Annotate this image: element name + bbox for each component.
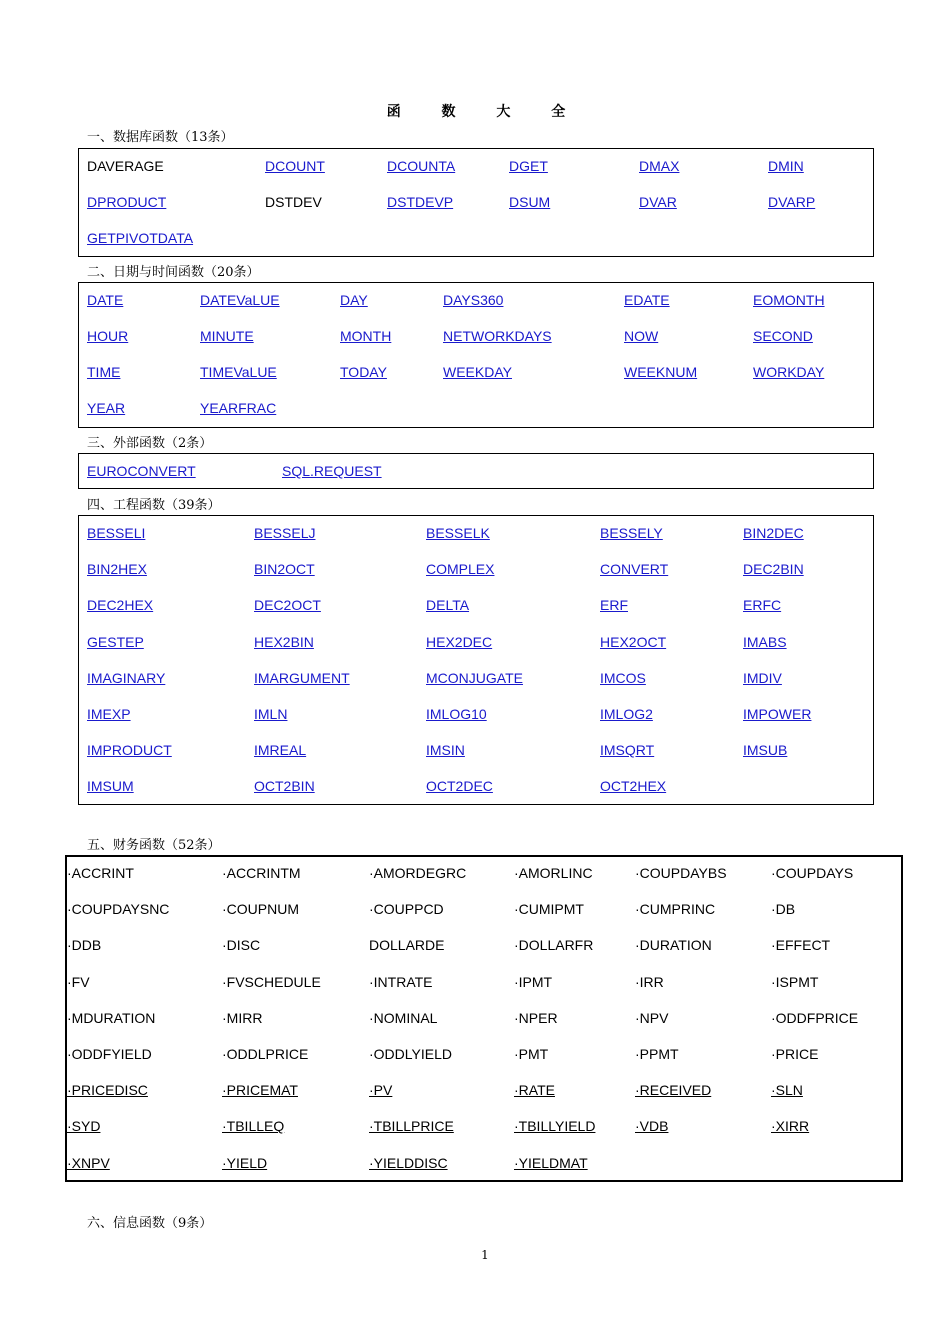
- function-item[interactable]: CONVERT: [600, 561, 669, 578]
- section-box-engineering: [78, 515, 874, 805]
- function-item[interactable]: DPRODUCT: [87, 194, 167, 210]
- function-item[interactable]: HEX2DEC: [426, 633, 493, 650]
- function-item: DSTDEV: [265, 194, 322, 210]
- function-item: ·ISPMT: [771, 973, 819, 990]
- function-item[interactable]: WEEKDAY: [443, 364, 512, 380]
- section-heading-info: 六、信息函数（9条）: [87, 1216, 213, 1231]
- section-box-database: [78, 148, 874, 257]
- function-item: ·PRICE: [771, 1046, 819, 1062]
- function-item[interactable]: DEC2BIN: [743, 561, 804, 578]
- function-item[interactable]: EDATE: [624, 292, 670, 308]
- function-item[interactable]: WEEKNUM: [624, 364, 698, 380]
- function-item[interactable]: IMSUB: [743, 742, 788, 759]
- function-item[interactable]: IMSQRT: [600, 742, 655, 759]
- section-box-external: [78, 453, 874, 489]
- function-item: ·RATE: [514, 1082, 555, 1099]
- function-item[interactable]: COMPLEX: [426, 561, 495, 578]
- function-item[interactable]: HEX2OCT: [600, 633, 667, 650]
- function-item[interactable]: DEC2HEX: [87, 597, 154, 614]
- function-item: ·DOLLARFR: [514, 937, 594, 954]
- function-item: ·YIELDMAT: [514, 1154, 588, 1171]
- function-item[interactable]: IMSIN: [426, 742, 465, 759]
- function-item: ·ODDFPRICE: [771, 1009, 859, 1026]
- function-item[interactable]: IMSUM: [87, 778, 134, 795]
- function-item: ·ACCRINTM: [222, 865, 301, 881]
- function-item: ·COUPDAYSNC: [67, 901, 170, 918]
- function-item: DOLLARDE: [369, 937, 445, 954]
- function-item[interactable]: EOMONTH: [753, 292, 825, 308]
- function-item[interactable]: BESSELK: [426, 525, 490, 541]
- function-item[interactable]: TODAY: [340, 364, 387, 380]
- function-item[interactable]: YEARFRAC: [200, 400, 277, 416]
- section-heading-datetime: 二、日期与时间函数（20条）: [87, 265, 260, 280]
- function-item[interactable]: ERFC: [743, 597, 782, 614]
- function-item: ·INTRATE: [369, 973, 433, 990]
- function-item[interactable]: SQL.REQUEST: [282, 463, 382, 479]
- function-item[interactable]: IMLN: [254, 706, 288, 722]
- function-item[interactable]: IMLOG2: [600, 706, 653, 722]
- function-item: ·SYD: [67, 1118, 101, 1135]
- function-item[interactable]: BIN2OCT: [254, 561, 315, 578]
- function-item[interactable]: HOUR: [87, 328, 129, 344]
- function-item[interactable]: TIMEVaLUE: [200, 364, 277, 380]
- function-item[interactable]: DVAR: [639, 194, 677, 210]
- function-item: ·ODDFYIELD: [67, 1046, 152, 1062]
- function-item[interactable]: IMPRODUCT: [87, 742, 172, 759]
- function-item[interactable]: MONTH: [340, 328, 392, 344]
- function-item[interactable]: IMDIV: [743, 669, 782, 686]
- function-item: ·AMORLINC: [514, 865, 593, 881]
- function-item[interactable]: DCOUNTA: [387, 158, 456, 174]
- function-item: ·CUMPRINC: [635, 901, 716, 918]
- function-item: ·AMORDEGRC: [369, 865, 467, 881]
- function-item[interactable]: MCONJUGATE: [426, 669, 523, 686]
- function-item[interactable]: DMIN: [768, 158, 804, 174]
- function-item: ·DB: [771, 901, 796, 918]
- function-item: ·DURATION: [635, 937, 712, 954]
- function-item[interactable]: DGET: [509, 158, 548, 174]
- function-item[interactable]: DEC2OCT: [254, 597, 321, 614]
- function-item[interactable]: BESSELJ: [254, 525, 316, 541]
- function-item: ·TBILLYIELD: [514, 1118, 596, 1135]
- function-item: ·PPMT: [635, 1046, 679, 1062]
- page-number: 1: [481, 1248, 489, 1262]
- function-item[interactable]: YEAR: [87, 400, 126, 416]
- function-item: ·TBILLEQ: [222, 1118, 285, 1135]
- function-item: ·PV: [369, 1082, 393, 1099]
- function-item[interactable]: IMAGINARY: [87, 669, 166, 686]
- function-item: ·MDURATION: [67, 1009, 156, 1026]
- function-item: ·PRICEDISC: [67, 1082, 148, 1099]
- function-item[interactable]: MINUTE: [200, 328, 254, 344]
- function-item: ·PRICEMAT: [222, 1082, 298, 1099]
- function-item: ·ACCRINT: [67, 865, 134, 881]
- function-item[interactable]: NOW: [624, 328, 659, 344]
- function-item: ·EFFECT: [771, 937, 831, 954]
- function-item: ·IPMT: [514, 973, 553, 990]
- function-item: ·COUPPCD: [369, 901, 444, 918]
- function-item[interactable]: NETWORKDAYS: [443, 328, 552, 344]
- function-item: ·COUPNUM: [222, 901, 299, 918]
- function-item[interactable]: IMPOWER: [743, 706, 812, 722]
- function-item: ·FVSCHEDULE: [222, 973, 321, 990]
- function-item[interactable]: BESSELY: [600, 525, 663, 541]
- function-item[interactable]: DATE: [87, 292, 124, 308]
- function-item: ·DDB: [67, 937, 102, 954]
- function-item[interactable]: ERF: [600, 597, 628, 614]
- function-item[interactable]: DCOUNT: [265, 158, 325, 174]
- function-item: ·TBILLPRICE: [369, 1118, 454, 1135]
- page-title: 函 数 大 全: [386, 104, 584, 120]
- function-item: ·PMT: [514, 1046, 549, 1062]
- function-item[interactable]: DELTA: [426, 597, 470, 614]
- function-item[interactable]: BIN2HEX: [87, 561, 147, 578]
- function-item: ·DISC: [222, 937, 261, 954]
- function-item: ·MIRR: [222, 1009, 263, 1026]
- function-item[interactable]: BESSELI: [87, 525, 146, 541]
- function-item: ·ODDLPRICE: [222, 1046, 309, 1062]
- function-item[interactable]: GETPIVOTDATA: [87, 230, 194, 246]
- function-item[interactable]: OCT2HEX: [600, 778, 667, 795]
- function-item: ·ODDLYIELD: [369, 1046, 452, 1062]
- function-item[interactable]: DSTDEVP: [387, 194, 454, 210]
- function-item[interactable]: IMREAL: [254, 742, 307, 759]
- function-item: ·SLN: [771, 1082, 803, 1099]
- function-item: ·YIELD: [222, 1154, 268, 1171]
- function-item: ·RECEIVED: [635, 1082, 712, 1099]
- function-item[interactable]: DAYS360: [443, 292, 504, 308]
- function-item[interactable]: BIN2DEC: [743, 525, 804, 541]
- function-item[interactable]: HEX2BIN: [254, 633, 314, 650]
- function-item: ·IRR: [635, 973, 664, 990]
- function-item[interactable]: GESTEP: [87, 633, 144, 650]
- function-item[interactable]: DAY: [340, 292, 368, 308]
- function-item[interactable]: IMARGUMENT: [254, 669, 350, 686]
- function-item: ·NPV: [635, 1009, 669, 1026]
- function-item[interactable]: OCT2DEC: [426, 778, 493, 795]
- function-item[interactable]: WORKDAY: [753, 364, 825, 380]
- function-item[interactable]: DSUM: [509, 194, 551, 210]
- function-item[interactable]: DATEVaLUE: [200, 292, 280, 308]
- function-item: ·FV: [67, 973, 90, 990]
- function-item: DAVERAGE: [87, 158, 164, 174]
- function-item: ·XIRR: [771, 1118, 810, 1135]
- section-heading-external: 三、外部函数（2条）: [87, 436, 213, 451]
- function-item: ·XNPV: [67, 1154, 110, 1171]
- function-item[interactable]: IMEXP: [87, 706, 131, 722]
- function-item: ·COUPDAYBS: [635, 865, 727, 881]
- function-item[interactable]: IMABS: [743, 633, 787, 650]
- section-heading-database: 一、数据库函数（13条）: [87, 130, 234, 145]
- function-item: ·VDB: [635, 1118, 669, 1135]
- function-item: ·NPER: [514, 1009, 558, 1026]
- section-heading-finance: 五、财务函数（52条）: [87, 838, 221, 853]
- function-item[interactable]: TIME: [87, 364, 121, 380]
- function-item[interactable]: OCT2BIN: [254, 778, 315, 795]
- function-item[interactable]: DMAX: [639, 158, 680, 174]
- function-item: ·YIELDDISC: [369, 1154, 448, 1171]
- function-item[interactable]: IMCOS: [600, 669, 646, 686]
- section-heading-engineering: 四、工程函数（39条）: [87, 498, 221, 513]
- function-item: ·NOMINAL: [369, 1009, 438, 1026]
- function-item[interactable]: SECOND: [753, 328, 813, 344]
- function-item[interactable]: IMLOG10: [426, 706, 487, 722]
- function-item[interactable]: EUROCONVERT: [87, 463, 196, 479]
- function-item[interactable]: DVARP: [768, 194, 816, 210]
- function-item: ·CUMIPMT: [514, 901, 584, 918]
- function-item: ·COUPDAYS: [771, 865, 854, 881]
